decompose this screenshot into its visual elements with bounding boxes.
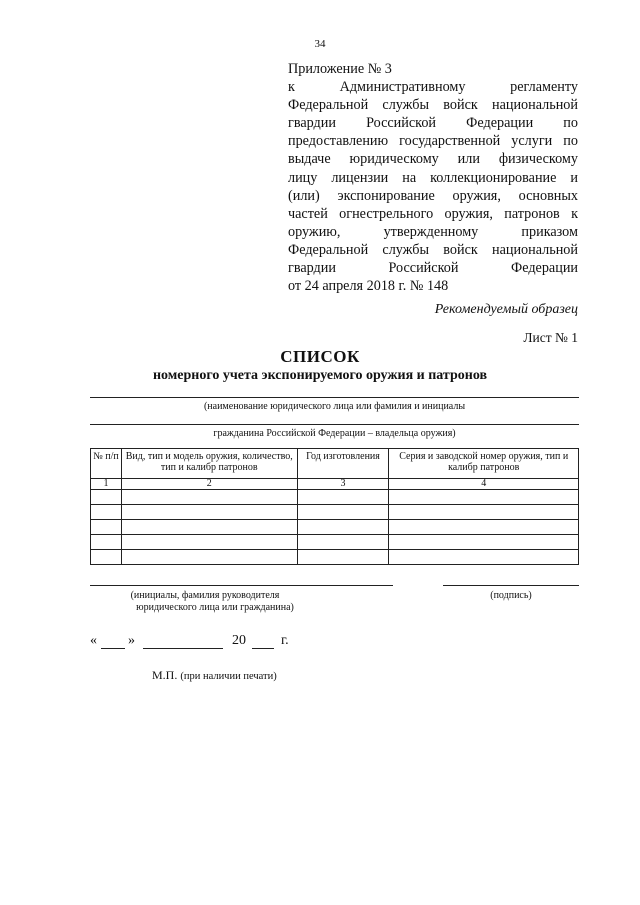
table-header-row bbox=[91, 449, 579, 479]
table-cell[interactable] bbox=[91, 520, 122, 535]
stamp-note: (при наличии печати) bbox=[180, 671, 277, 682]
table-cell[interactable] bbox=[389, 550, 579, 565]
recommended-sample-label: Рекомендуемый образец bbox=[434, 302, 578, 317]
appendix-line: Федеральной службы войск национальной bbox=[288, 241, 578, 258]
name-signature-line bbox=[90, 585, 393, 586]
year-blank[interactable] bbox=[252, 634, 274, 649]
appendix-header bbox=[288, 60, 578, 295]
appendix-line: гвардии Российской Федерации по bbox=[288, 115, 578, 132]
header-year: Год изготовления bbox=[297, 449, 389, 479]
table-column-numbers-row bbox=[91, 479, 579, 490]
table-cell[interactable] bbox=[121, 520, 297, 535]
appendix-line: к Административному регламенту bbox=[288, 79, 578, 96]
appendix-line: от 24 апреля 2018 г. № 148 bbox=[288, 278, 449, 295]
appendix-line: (или) экспонирование оружия, основных bbox=[288, 187, 578, 204]
citizen-caption: гражданина Российской Федерации – владельца оружия) bbox=[213, 428, 456, 439]
date-open-quote: « bbox=[90, 633, 97, 648]
day-blank[interactable] bbox=[101, 634, 125, 649]
column-number: 1 bbox=[91, 479, 122, 490]
table-cell[interactable] bbox=[389, 505, 579, 520]
appendix-line: Федеральной службы войск национальной bbox=[288, 97, 578, 114]
appendix-line: частей огнестрельного оружия, патронов к bbox=[288, 205, 578, 222]
sheet-number: Лист № 1 bbox=[523, 330, 578, 345]
header-serial: Серия и заводской номер оружия, тип и калибр патронов bbox=[389, 449, 579, 479]
table-cell[interactable] bbox=[389, 520, 579, 535]
document-subtitle: номерного учета экспонируемого оружия и патронов bbox=[152, 368, 488, 383]
year-prefix: 20 bbox=[232, 633, 246, 648]
appendix-line: оружию, утвержденному приказом bbox=[288, 223, 578, 240]
table-cell[interactable] bbox=[297, 535, 389, 550]
table-cell[interactable] bbox=[389, 490, 579, 505]
legal-name-caption: (наименование юридического лица или фамилия и инициалы bbox=[203, 401, 466, 412]
weapons-table bbox=[90, 448, 579, 565]
page-number: 34 bbox=[314, 38, 326, 50]
table-cell[interactable] bbox=[389, 535, 579, 550]
month-blank[interactable] bbox=[143, 634, 223, 649]
column-number: 2 bbox=[121, 479, 297, 490]
table-cell[interactable] bbox=[91, 550, 122, 565]
year-suffix: г. bbox=[281, 633, 289, 648]
signature-caption: (подпись) bbox=[490, 590, 532, 601]
signature-line bbox=[443, 585, 579, 586]
table-cell[interactable] bbox=[91, 505, 122, 520]
table-cell[interactable] bbox=[297, 550, 389, 565]
appendix-line: лицу лицензии на коллекционирование и bbox=[288, 169, 578, 186]
appendix-line: Приложение № 3 bbox=[288, 61, 392, 77]
table-cell[interactable] bbox=[121, 490, 297, 505]
table-cell[interactable] bbox=[91, 490, 122, 505]
table-cell[interactable] bbox=[91, 535, 122, 550]
appendix-line: гвардии Российской Федерации bbox=[288, 260, 578, 277]
stamp-place bbox=[152, 668, 277, 683]
header-number: № п/п bbox=[91, 449, 122, 479]
header-weapon-type: Вид, тип и модель оружия, количество, тип и калибр патронов bbox=[121, 449, 297, 479]
table-cell[interactable] bbox=[297, 520, 389, 535]
column-number: 3 bbox=[297, 479, 389, 490]
document-title: СПИСОК bbox=[280, 347, 360, 366]
table-cell[interactable] bbox=[121, 550, 297, 565]
name-caption-line-2: юридического лица или гражданина) bbox=[136, 602, 294, 613]
table-row bbox=[91, 550, 579, 565]
table-row bbox=[91, 505, 579, 520]
table-row bbox=[91, 535, 579, 550]
table-cell[interactable] bbox=[297, 505, 389, 520]
table-cell[interactable] bbox=[121, 505, 297, 520]
citizen-field-line bbox=[90, 424, 579, 425]
table-row bbox=[91, 490, 579, 505]
table-row bbox=[91, 520, 579, 535]
column-number: 4 bbox=[389, 479, 579, 490]
stamp-label: М.П. bbox=[152, 668, 178, 682]
date-close-quote: » bbox=[128, 633, 135, 648]
name-caption-line-1: (инициалы, фамилия руководителя bbox=[130, 590, 280, 601]
legal-name-field-line bbox=[90, 397, 579, 398]
table-cell[interactable] bbox=[297, 490, 389, 505]
date-field bbox=[90, 633, 289, 649]
appendix-line: выдаче юридическому или физическому bbox=[288, 151, 578, 168]
table-cell[interactable] bbox=[121, 535, 297, 550]
appendix-line: предоставлению государственной услуги по bbox=[288, 133, 578, 150]
